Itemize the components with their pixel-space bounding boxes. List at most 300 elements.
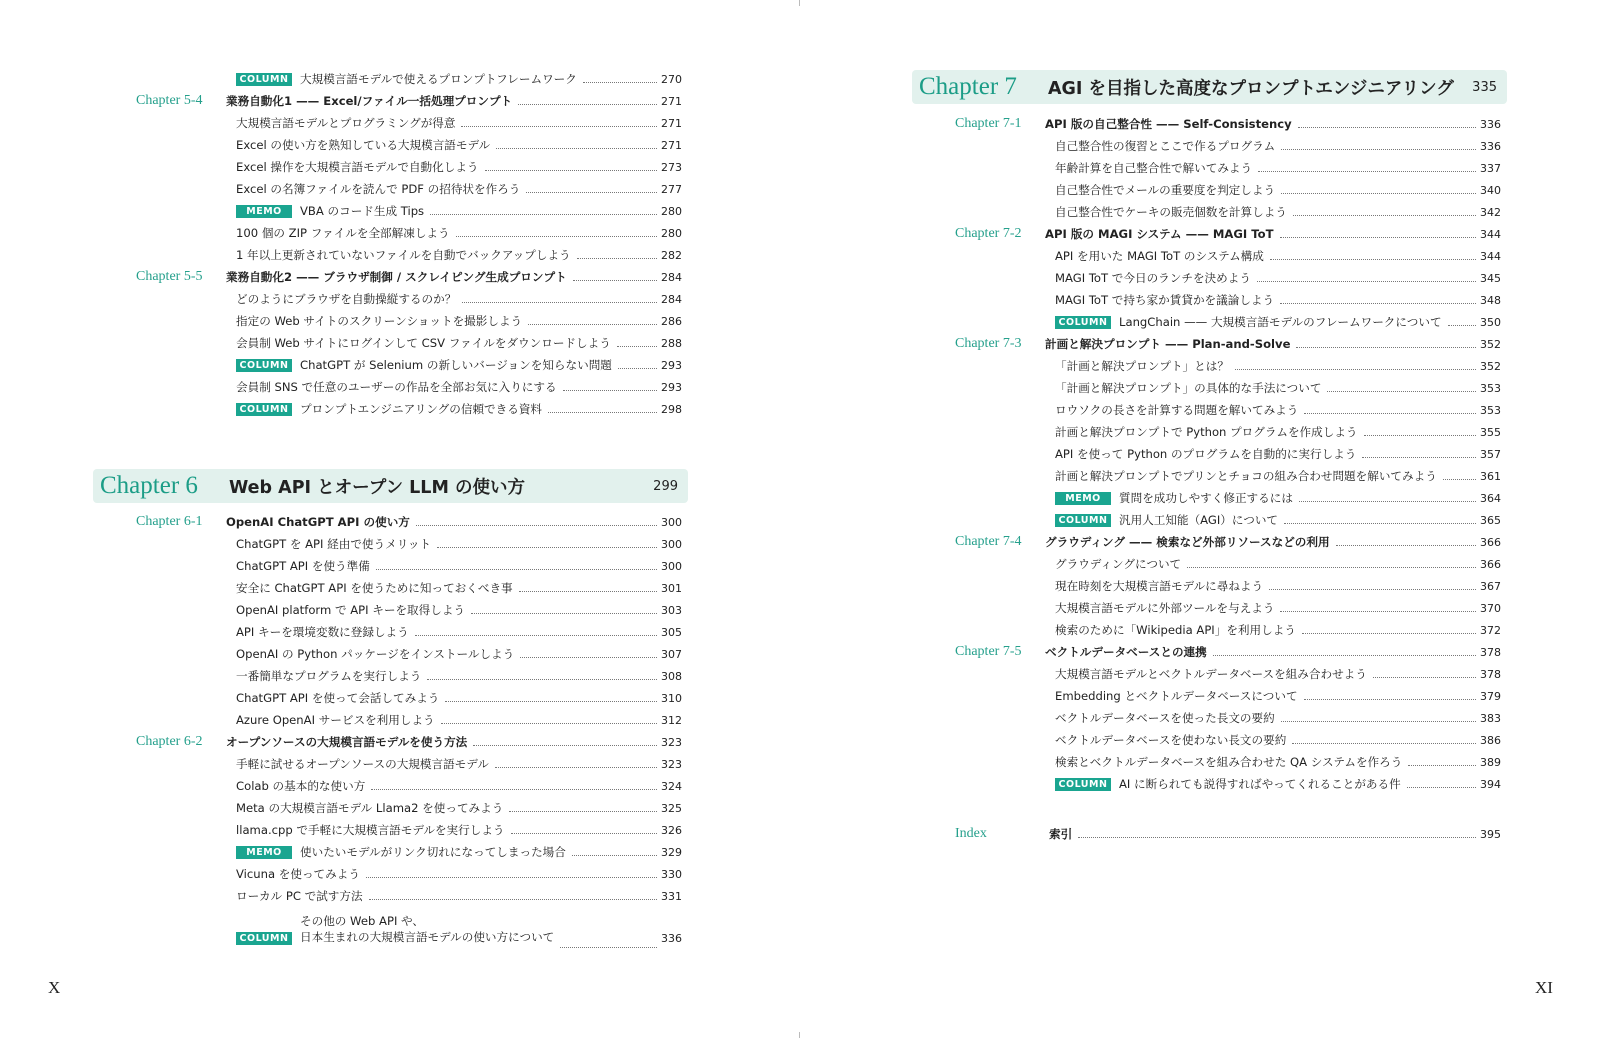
toc-entry-row[interactable] bbox=[136, 134, 682, 156]
toc-entry-row[interactable] bbox=[136, 621, 682, 643]
toc-entry-row[interactable] bbox=[136, 354, 682, 376]
entry-page: 270 bbox=[661, 72, 682, 86]
entry-title: API 版の MAGI システム —— MAGI ToT bbox=[1045, 227, 1274, 241]
entry-page: 348 bbox=[1480, 293, 1501, 307]
entry-line bbox=[1055, 556, 1501, 572]
toc-entry-row[interactable] bbox=[136, 643, 682, 665]
toc-entry-row[interactable] bbox=[955, 509, 1501, 531]
toc-entry-row[interactable] bbox=[955, 487, 1501, 509]
dot-leader bbox=[427, 679, 657, 680]
entry-title: 一番簡単なプログラムを実行しよう bbox=[236, 669, 422, 683]
entry-line bbox=[236, 888, 682, 904]
toc-entry-row[interactable] bbox=[136, 797, 682, 819]
dot-leader bbox=[1302, 633, 1476, 634]
index-title: 索引 bbox=[1049, 827, 1073, 841]
section-label: Chapter 7-1 bbox=[955, 116, 1022, 131]
entry-line bbox=[236, 225, 682, 241]
dot-leader bbox=[1364, 435, 1476, 436]
entry-page: 344 bbox=[1480, 249, 1501, 263]
dot-leader bbox=[441, 723, 657, 724]
dot-leader bbox=[1281, 193, 1476, 194]
entry-line bbox=[236, 379, 682, 395]
entry-line bbox=[226, 93, 682, 109]
dot-leader bbox=[511, 833, 657, 834]
entry-title bbox=[300, 913, 554, 945]
entry-title: Azure OpenAI サービスを利用しよう bbox=[236, 713, 435, 727]
dot-leader bbox=[1258, 171, 1476, 172]
entry-title: ChatGPT を API 経由で使うメリット bbox=[236, 537, 432, 551]
toc-entry-row[interactable] bbox=[955, 663, 1501, 685]
entry-line bbox=[236, 646, 682, 662]
entry-page: 271 bbox=[661, 94, 682, 108]
entry-page: 307 bbox=[661, 647, 682, 661]
toc-entry-row[interactable] bbox=[136, 156, 682, 178]
toc-entry-row[interactable] bbox=[955, 377, 1501, 399]
chapter-7-header[interactable] bbox=[912, 70, 1507, 104]
dot-leader bbox=[473, 745, 657, 746]
toc-entry-row[interactable] bbox=[955, 245, 1501, 267]
entry-title: Meta の大規模言語モデル Llama2 を使ってみよう bbox=[236, 801, 504, 815]
toc-entry-row[interactable] bbox=[136, 112, 682, 134]
dot-leader bbox=[520, 657, 657, 658]
entry-line bbox=[1055, 138, 1501, 154]
toc-list-chapter-6 bbox=[136, 511, 682, 945]
entry-title: 手軽に試せるオープンソースの大規模言語モデル bbox=[236, 757, 489, 771]
entry-page: 361 bbox=[1480, 469, 1501, 483]
entry-title: Excel 操作を大規模言語モデルで自動化しよう bbox=[236, 160, 479, 174]
entry-page: 293 bbox=[661, 358, 682, 372]
entry-page: 280 bbox=[661, 204, 682, 218]
dot-leader bbox=[572, 855, 657, 856]
dot-leader bbox=[1281, 721, 1476, 722]
dot-leader bbox=[369, 899, 657, 900]
entry-line bbox=[236, 624, 682, 640]
entry-page: 300 bbox=[661, 537, 682, 551]
entry-title-line-1: その他の Web API や、 bbox=[300, 914, 425, 928]
dot-leader bbox=[1270, 259, 1476, 260]
entry-line bbox=[236, 357, 682, 373]
toc-entry-row[interactable] bbox=[136, 687, 682, 709]
entry-page: 284 bbox=[661, 270, 682, 284]
entry-page: 288 bbox=[661, 336, 682, 350]
toc-entry-row[interactable] bbox=[136, 885, 682, 907]
dot-leader bbox=[1293, 215, 1476, 216]
entry-page: 308 bbox=[661, 669, 682, 683]
entry-line bbox=[236, 313, 682, 329]
index-label: Index bbox=[955, 826, 987, 841]
toc-section-row[interactable] bbox=[136, 90, 682, 112]
entry-title: 大規模言語モデルで使えるプロンプトフレームワーク bbox=[300, 72, 577, 86]
toc-entry-row[interactable] bbox=[955, 201, 1501, 223]
toc-section-row[interactable] bbox=[136, 266, 682, 288]
toc-section-row[interactable] bbox=[955, 333, 1501, 355]
entry-page: 365 bbox=[1480, 513, 1501, 527]
section-label: Chapter 7-2 bbox=[955, 226, 1022, 241]
dot-leader bbox=[485, 170, 657, 171]
entry-page: 389 bbox=[1480, 755, 1501, 769]
dot-leader bbox=[461, 126, 657, 127]
dot-leader bbox=[1304, 699, 1476, 700]
entry-line bbox=[1055, 182, 1501, 198]
entry-title: 計画と解決プロンプトでプリンとチョコの組み合わせ問題を解いてみよう bbox=[1055, 469, 1437, 483]
entry-line bbox=[236, 866, 682, 882]
entry-line bbox=[236, 822, 682, 838]
entry-page: 323 bbox=[661, 757, 682, 771]
toc-section-row[interactable] bbox=[136, 511, 682, 533]
entry-line bbox=[1055, 490, 1501, 506]
dot-leader bbox=[1280, 303, 1476, 304]
entry-line bbox=[1055, 402, 1501, 418]
entry-page: 378 bbox=[1480, 667, 1501, 681]
dot-leader bbox=[548, 412, 657, 413]
chapter-page: 335 bbox=[1472, 79, 1497, 95]
section-label: Chapter 5-4 bbox=[136, 93, 203, 108]
dot-leader bbox=[445, 701, 657, 702]
entry-line bbox=[236, 159, 682, 175]
entry-page: 352 bbox=[1480, 359, 1501, 373]
chapter-number: Chapter 7 bbox=[919, 73, 1017, 100]
chapter-title: AGI を目指した高度なプロンプトエンジニアリング bbox=[1048, 78, 1454, 99]
entry-title: AI に断られても説得すればやってくれることがある件 bbox=[1119, 777, 1401, 791]
dot-leader bbox=[573, 280, 657, 281]
entry-page: 353 bbox=[1480, 381, 1501, 395]
toc-entry-row[interactable] bbox=[136, 775, 682, 797]
dot-leader bbox=[1448, 325, 1476, 326]
entry-line bbox=[236, 778, 682, 794]
entry-page: 366 bbox=[1480, 535, 1501, 549]
entry-line bbox=[1055, 776, 1501, 792]
toc-entry-row[interactable] bbox=[136, 222, 682, 244]
entry-line bbox=[1055, 468, 1501, 484]
dot-leader bbox=[1298, 127, 1476, 128]
toc-section-row[interactable] bbox=[955, 113, 1501, 135]
entry-title: 1 年以上更新されていないファイルを自動でバックアップしよう bbox=[236, 248, 571, 262]
column-badge: COLUMN bbox=[236, 73, 292, 86]
entry-page: 366 bbox=[1480, 557, 1501, 571]
dot-leader bbox=[415, 635, 657, 636]
entry-page: 324 bbox=[661, 779, 682, 793]
entry-title: ローカル PC で試す方法 bbox=[236, 889, 363, 903]
entry-page: 330 bbox=[661, 867, 682, 881]
entry-page: 303 bbox=[661, 603, 682, 617]
entry-line bbox=[1055, 292, 1501, 308]
toc-entry-row[interactable] bbox=[955, 135, 1501, 157]
dot-leader bbox=[518, 104, 657, 105]
dot-leader bbox=[416, 525, 657, 526]
dot-leader bbox=[519, 591, 657, 592]
entry-title: 大規模言語モデルに外部ツールを与えよう bbox=[1055, 601, 1275, 615]
entry-title: 計画と解決プロンプト —— Plan-and-Solve bbox=[1045, 337, 1291, 351]
section-label: Chapter 7-5 bbox=[955, 644, 1022, 659]
toc-entry-row[interactable] bbox=[136, 310, 682, 332]
memo-badge: MEMO bbox=[236, 205, 292, 218]
toc-entry-row[interactable] bbox=[955, 355, 1501, 377]
entry-page: 386 bbox=[1480, 733, 1501, 747]
toc-entry-row[interactable] bbox=[136, 178, 682, 200]
entry-line bbox=[1055, 688, 1501, 704]
toc-entry-row[interactable] bbox=[136, 577, 682, 599]
toc-section-row[interactable] bbox=[955, 641, 1501, 663]
entry-page: 329 bbox=[661, 845, 682, 859]
entry-page: 271 bbox=[661, 116, 682, 130]
entry-line bbox=[1055, 754, 1501, 770]
toc-section-row[interactable] bbox=[955, 531, 1501, 553]
entry-line bbox=[1055, 666, 1501, 682]
toc-entry-row[interactable] bbox=[955, 311, 1501, 333]
dot-leader bbox=[1408, 765, 1476, 766]
entry-title: Embedding とベクトルデータベースについて bbox=[1055, 689, 1298, 703]
entry-title: ロウソクの長さを計算する問題を解いてみよう bbox=[1055, 403, 1299, 417]
toc-entry-row[interactable] bbox=[136, 555, 682, 577]
entry-line bbox=[236, 181, 682, 197]
dot-leader bbox=[577, 258, 657, 259]
entry-title: 「計画と解決プロンプト」の具体的な手法について bbox=[1055, 381, 1322, 395]
entry-title: 計画と解決プロンプトで Python プログラムを作成しよう bbox=[1055, 425, 1358, 439]
toc-section-row[interactable] bbox=[136, 731, 682, 753]
dot-leader bbox=[1407, 787, 1476, 788]
entry-title: 会員制 SNS で任意のユーザーの作品を全部お気に入りにする bbox=[236, 380, 557, 394]
toc-entry-row[interactable] bbox=[136, 244, 682, 266]
toc-entry-row[interactable] bbox=[136, 376, 682, 398]
entry-page: 282 bbox=[661, 248, 682, 262]
entry-title: オープンソースの大規模言語モデルを使う方法 bbox=[226, 735, 468, 749]
entry-line bbox=[1055, 512, 1501, 528]
entry-title: Excel の名簿ファイルを読んで PDF の招待状を作ろう bbox=[236, 182, 521, 196]
entry-line bbox=[236, 602, 682, 618]
dot-leader bbox=[366, 877, 657, 878]
entry-line bbox=[226, 269, 682, 285]
section-label: Chapter 6-2 bbox=[136, 734, 203, 749]
entry-line bbox=[1055, 314, 1501, 330]
entry-title: VBA のコード生成 Tips bbox=[300, 204, 425, 218]
entry-title: ChatGPT が Selenium の新しいバージョンを知らない問題 bbox=[300, 358, 612, 372]
dot-leader bbox=[1327, 391, 1476, 392]
toc-entry-row[interactable] bbox=[955, 707, 1501, 729]
toc-entry-row[interactable] bbox=[136, 841, 682, 863]
entry-line bbox=[236, 115, 682, 131]
toc-entry-row[interactable] bbox=[136, 533, 682, 555]
toc-entry-row[interactable] bbox=[955, 685, 1501, 707]
entry-line bbox=[1055, 578, 1501, 594]
entry-title: 大規模言語モデルとプログラミングが得意 bbox=[236, 116, 456, 130]
entry-line bbox=[236, 203, 682, 219]
entry-title: 現在時刻を大規模言語モデルに尋ねよう bbox=[1055, 579, 1264, 593]
dot-leader bbox=[618, 368, 657, 369]
entry-title: 使いたいモデルがリンク切れになってしまった場合 bbox=[300, 845, 566, 859]
entry-page: 273 bbox=[661, 160, 682, 174]
column-badge: COLUMN bbox=[1055, 514, 1111, 527]
entry-line bbox=[236, 668, 682, 684]
entry-page: 367 bbox=[1480, 579, 1501, 593]
entry-line bbox=[226, 514, 682, 530]
toc-entry-row[interactable] bbox=[955, 751, 1501, 773]
dot-leader bbox=[509, 811, 657, 812]
dot-leader bbox=[563, 390, 657, 391]
entry-line bbox=[236, 71, 682, 87]
toc-entry-row[interactable] bbox=[955, 399, 1501, 421]
entry-title: ChatGPT API を使う準備 bbox=[236, 559, 370, 573]
entry-line bbox=[1055, 248, 1501, 264]
toc-entry-row[interactable] bbox=[955, 773, 1501, 795]
toc-section-row[interactable] bbox=[955, 223, 1501, 245]
entry-line bbox=[236, 690, 682, 706]
entry-title: 検索のために「Wikipedia API」を利用しよう bbox=[1055, 623, 1296, 637]
entry-line bbox=[226, 734, 682, 750]
entry-title: ベクトルデータベースを使わない長文の要約 bbox=[1055, 733, 1287, 747]
entry-line bbox=[1055, 270, 1501, 286]
toc-entry-row[interactable] bbox=[136, 863, 682, 885]
entry-page: 342 bbox=[1480, 205, 1501, 219]
toc-entry-row[interactable] bbox=[136, 709, 682, 731]
toc-index bbox=[955, 823, 1501, 845]
column-badge: COLUMN bbox=[1055, 316, 1111, 329]
entry-title: プロンプトエンジニアリングの信頼できる資料 bbox=[300, 402, 543, 416]
toc-entry-row[interactable] bbox=[955, 443, 1501, 465]
toc-entry-row[interactable] bbox=[136, 68, 682, 90]
chapter-6-header[interactable] bbox=[93, 469, 688, 503]
entry-title: 「計画と解決プロンプト」とは？ bbox=[1055, 359, 1229, 373]
entry-title: API 版の自己整合性 —— Self-Consistency bbox=[1045, 117, 1292, 131]
entry-page: 301 bbox=[661, 581, 682, 595]
entry-page: 336 bbox=[1480, 117, 1501, 131]
dot-leader bbox=[1299, 501, 1476, 502]
entry-title: LangChain —— 大規模言語モデルのフレームワークについて bbox=[1119, 315, 1442, 329]
entry-title: Vicuna を使ってみよう bbox=[236, 867, 360, 881]
column-badge: COLUMN bbox=[236, 359, 292, 372]
entry-title: 自己整合性の復習とここで作るプログラム bbox=[1055, 139, 1276, 153]
entry-page: 277 bbox=[661, 182, 682, 196]
entry-title-line-2: 日本生まれの大規模言語モデルの使い方について bbox=[300, 930, 555, 944]
dot-leader bbox=[1336, 545, 1476, 546]
entry-page: 353 bbox=[1480, 403, 1501, 417]
dot-leader bbox=[1304, 413, 1476, 414]
entry-title: MAGI ToT で持ち家か賃貸かを議論しよう bbox=[1055, 293, 1275, 307]
entry-title: llama.cpp で手軽に大規模言語モデルを実行しよう bbox=[236, 823, 505, 837]
dot-leader bbox=[456, 236, 657, 237]
entry-page: 310 bbox=[661, 691, 682, 705]
entry-title: 汎用人工知能（AGI）について bbox=[1119, 513, 1279, 527]
entry-title: グラウディング —— 検索など外部リソースなどの利用 bbox=[1045, 535, 1330, 549]
entry-title: Excel の使い方を熟知している大規模言語モデル bbox=[236, 138, 491, 152]
dot-leader bbox=[1362, 457, 1476, 458]
entry-title: 大規模言語モデルとベクトルデータベースを組み合わせよう bbox=[1055, 667, 1367, 681]
entry-page: 284 bbox=[661, 292, 682, 306]
entry-line bbox=[236, 844, 682, 860]
entry-page: 372 bbox=[1480, 623, 1501, 637]
toc-entry-row[interactable] bbox=[955, 267, 1501, 289]
entry-line bbox=[236, 558, 682, 574]
toc-entry-row[interactable] bbox=[136, 200, 682, 222]
memo-badge: MEMO bbox=[1055, 492, 1111, 505]
column-badge: COLUMN bbox=[1055, 778, 1111, 791]
page-number: X bbox=[48, 978, 61, 997]
dot-leader bbox=[495, 767, 657, 768]
entry-line bbox=[236, 756, 682, 772]
entry-line bbox=[236, 137, 682, 153]
toc-entry-row[interactable] bbox=[136, 819, 682, 841]
entry-page: 286 bbox=[661, 314, 682, 328]
entry-page: 370 bbox=[1480, 601, 1501, 615]
toc-entry-row[interactable] bbox=[955, 729, 1501, 751]
entry-title: API を使って Python のプログラムを自動的に実行しよう bbox=[1055, 447, 1357, 461]
entry-title: ChatGPT API を使って会話してみよう bbox=[236, 691, 440, 705]
toc-entry-row[interactable] bbox=[136, 599, 682, 621]
dot-leader bbox=[1078, 837, 1476, 838]
dot-leader bbox=[462, 302, 657, 303]
toc-entry-row[interactable] bbox=[955, 289, 1501, 311]
entry-page: 336 bbox=[661, 932, 682, 945]
dot-leader bbox=[496, 148, 657, 149]
dot-leader bbox=[1187, 567, 1476, 568]
entry-page: 352 bbox=[1480, 337, 1501, 351]
entry-page: 305 bbox=[661, 625, 682, 639]
entry-page: 326 bbox=[661, 823, 682, 837]
toc-entry-row[interactable] bbox=[955, 465, 1501, 487]
entry-page: 280 bbox=[661, 226, 682, 240]
entry-line bbox=[236, 401, 682, 417]
entry-line bbox=[1055, 358, 1501, 374]
toc-entry-row[interactable] bbox=[955, 553, 1501, 575]
entry-line bbox=[236, 580, 682, 596]
entry-title: 安全に ChatGPT API を使うために知っておくべき事 bbox=[236, 581, 513, 595]
entry-line bbox=[236, 800, 682, 816]
entry-line bbox=[1055, 446, 1501, 462]
entry-page: 345 bbox=[1480, 271, 1501, 285]
entry-line bbox=[1045, 644, 1501, 660]
toc-list-chapter-7 bbox=[955, 113, 1501, 795]
entry-line bbox=[1055, 600, 1501, 616]
toc-entry-row[interactable] bbox=[136, 332, 682, 354]
dot-leader bbox=[1296, 347, 1476, 348]
entry-title: グラウディングについて bbox=[1055, 557, 1182, 571]
toc-entry-row[interactable] bbox=[136, 907, 682, 945]
entry-line bbox=[1055, 204, 1501, 220]
entry-line bbox=[236, 247, 682, 263]
entry-title: 100 個の ZIP ファイルを全部解凍しよう bbox=[236, 226, 450, 240]
entry-line bbox=[1045, 534, 1501, 550]
dot-leader bbox=[371, 789, 657, 790]
toc-index-row[interactable] bbox=[955, 823, 1501, 845]
entry-page: 364 bbox=[1480, 491, 1501, 505]
entry-page: 344 bbox=[1480, 227, 1501, 241]
entry-page: 312 bbox=[661, 713, 682, 727]
entry-title: 検索とベクトルデータベースを組み合わせた QA システムを作ろう bbox=[1055, 755, 1403, 769]
entry-line bbox=[1055, 710, 1501, 726]
toc-entry-row[interactable] bbox=[955, 157, 1501, 179]
entry-title: API キーを環境変数に登録しよう bbox=[236, 625, 409, 639]
entry-title: API を用いた MAGI ToT のシステム構成 bbox=[1055, 249, 1264, 263]
toc-entry-row[interactable] bbox=[136, 665, 682, 687]
entry-title: OpenAI ChatGPT API の使い方 bbox=[226, 515, 410, 529]
dot-leader bbox=[528, 324, 657, 325]
toc-entry-row[interactable] bbox=[136, 398, 682, 420]
toc-entry-row[interactable] bbox=[955, 179, 1501, 201]
entry-line bbox=[236, 536, 682, 552]
toc-entry-row[interactable] bbox=[136, 753, 682, 775]
toc-entry-row[interactable] bbox=[955, 575, 1501, 597]
toc-list-chapter-5 bbox=[136, 68, 682, 420]
toc-entry-row[interactable] bbox=[136, 288, 682, 310]
toc-entry-row[interactable] bbox=[955, 421, 1501, 443]
entry-line bbox=[1055, 732, 1501, 748]
entry-title: 自己整合性でメールの重要度を判定しよう bbox=[1055, 183, 1276, 197]
dot-leader bbox=[471, 613, 657, 614]
entry-page: 271 bbox=[661, 138, 682, 152]
toc-entry-row[interactable] bbox=[955, 597, 1501, 619]
toc-entry-row[interactable] bbox=[955, 619, 1501, 641]
dot-leader bbox=[1292, 743, 1476, 744]
entry-title: Colab の基本的な使い方 bbox=[236, 779, 366, 793]
